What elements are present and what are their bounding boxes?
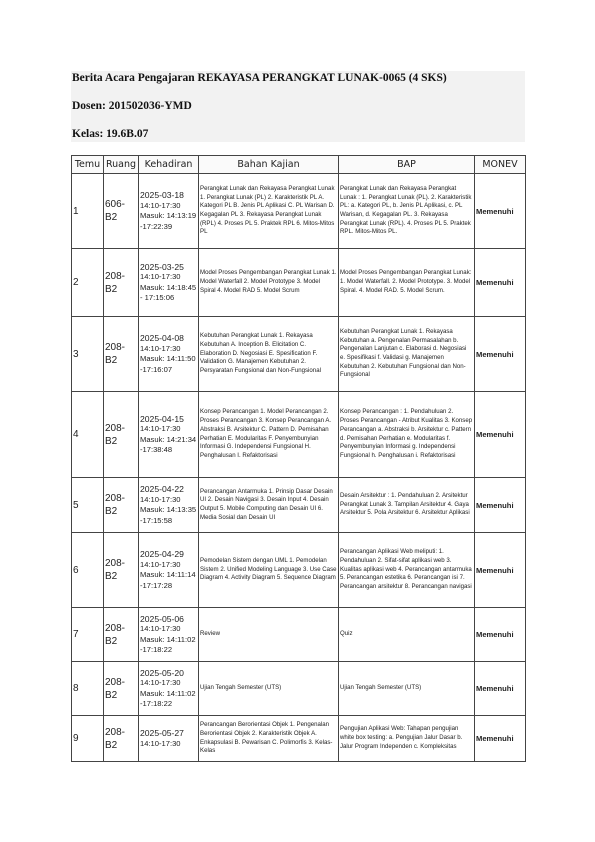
schedule-time: 14:10-17:30	[140, 272, 181, 281]
attendance-date: 2025-05-27	[140, 728, 184, 738]
bap-text: Perancangan Aplikasi Web meliputi: 1. Pendahuluan 2. Sifat-sifat aplikasi web 3. Kualitas aplikasi web 4. Perancangan antarmuka 5. Perancangan estetika 6. Perancangan isi 7. Perancangan arsitektur 8. Perancangan navigasi	[340, 548, 472, 591]
cell-bap	[339, 317, 475, 392]
check-in-time: Masuk: 14:13:19	[140, 211, 197, 220]
schedule-time: 14:10-17:30	[140, 678, 181, 687]
bahan-kajian-text: Perancangan Antarmuka 1. Prinsip Dasar Desain UI 2. Desain Navigasi 3. Desain Input 4. Desain Output 5. Mobile Computing dan Desain UI 6. Media Sosial dan Desain UI	[200, 487, 333, 521]
attendance-date: 2025-04-15	[140, 413, 184, 424]
cell-ruang: 208-B2	[104, 317, 139, 392]
table-row	[72, 174, 526, 249]
cell-bap	[339, 533, 475, 608]
schedule-time: 14:10-17:30	[140, 494, 181, 504]
attendance-date: 2025-03-18	[140, 190, 184, 200]
check-in-time: Masuk: 14:11:02	[140, 688, 196, 698]
bahan-kajian-text: Model Proses Pengembangan Perangkat Lunak 1. Model Waterfall 2. Model Prototype 3. Model Spiral 4. Model RAD 5. Model Scrum	[200, 269, 337, 294]
check-in-time: Masuk: 14:13:35	[140, 505, 197, 514]
cell-monev: Memenuhi	[475, 608, 526, 662]
cell-temu: 9	[72, 716, 104, 762]
cell-kehadiran	[139, 249, 199, 317]
cell-bahan-kajian	[199, 392, 339, 478]
check-out-time: -17:17:28	[140, 580, 173, 590]
cell-kehadiran	[139, 716, 199, 762]
cell-bahan-kajian	[199, 478, 339, 533]
table-row	[72, 478, 526, 533]
bahan-kajian-text: Ujian Tengah Semester (UTS)	[200, 684, 282, 692]
table-row	[72, 662, 526, 716]
cell-monev: Memenuhi	[475, 716, 526, 762]
schedule-time: 14:10-17:30	[140, 738, 181, 748]
column-header-monev: MONEV	[475, 156, 526, 174]
cell-monev: Memenuhi	[475, 478, 526, 533]
table-row	[72, 716, 526, 762]
cell-kehadiran	[139, 608, 199, 662]
cell-kehadiran	[139, 317, 199, 392]
lecturer-line: Dosen: 201502036-YMD	[72, 100, 192, 112]
cell-bap	[339, 608, 475, 662]
cell-bahan-kajian	[199, 174, 339, 249]
bap-text: Quiz	[340, 630, 353, 638]
cell-bahan-kajian	[199, 533, 339, 608]
bahan-kajian-text: Konsep Perancangan 1. Model Perancangan 2. Proses Perancangan 3. Konsep Perancangan A. Abstraksi B. Arsitektur C. Pattern D. Pemisahan Perhatian E. Modularitas F. Penyembunyian Informasi G. Independensi Fungsional H. Penghalusan I. Refaktorisasi	[200, 408, 332, 459]
check-out-time: - 17:15:06	[140, 293, 175, 302]
cell-temu: 8	[72, 662, 104, 716]
table-body	[72, 174, 526, 762]
cell-temu: 6	[72, 533, 104, 608]
check-in-time: Masuk: 14:11:14	[140, 570, 196, 579]
attendance-date: 2025-05-06	[140, 613, 184, 624]
cell-monev: Memenuhi	[475, 174, 526, 249]
cell-temu: 3	[72, 317, 104, 392]
cell-ruang: 208-B2	[104, 662, 139, 716]
cell-temu: 2	[72, 249, 104, 317]
attendance-date: 2025-04-29	[140, 549, 184, 559]
table-header-row	[72, 156, 526, 174]
bahan-kajian-text: Kebutuhan Perangkat Lunak 1. Rekayasa Kebutuhan A. Inception B. Elicitation C. Elaboration D. Negosiasi E. Spesification F. Validation G. Manajemen Kebutuhan 2. Persyaratan Fungsional dan Non-Fungsional	[200, 332, 321, 375]
cell-temu: 1	[72, 174, 104, 249]
bahan-kajian-text: Perangkat Lunak dan Rekayasa Perangkat Lunak 1. Perangkat Lunak (PL) 2. Karakteristik PL A. Kategori PL B. Jenis PL Aplikasi C. PL Warisan D. Kegagalan PL 3. Rekayasa Perangkat Lunak (RPL) 4. Proses PL 5. Praktek RPL 6. Mitos-Mitos PL	[200, 184, 335, 236]
cell-ruang: 208-B2	[104, 392, 139, 478]
cell-monev: Memenuhi	[475, 392, 526, 478]
attendance-date: 2025-04-08	[140, 333, 184, 343]
bap-text: Kebutuhan Perangkat Lunak 1. Rekayasa Kebutuhan a. Pengenalan Permasalahan b. Pengenalan Lanjutan c. Elaborasi d. Negosiasi e. Spesifikasi f. Validasi g. Manajemen Kebutuhan 2. Kebutuhan Fungsional dan Non-Fungsional	[340, 327, 467, 379]
check-out-time: -17:22:39	[140, 221, 173, 231]
cell-bahan-kajian	[199, 662, 339, 716]
attendance-date: 2025-05-20	[140, 667, 184, 678]
cell-bahan-kajian	[199, 608, 339, 662]
cell-temu: 5	[72, 478, 104, 533]
cell-ruang: 208-B2	[104, 478, 139, 533]
column-header-bahan-kajian: Bahan Kajian	[199, 156, 339, 174]
cell-monev: Memenuhi	[475, 249, 526, 317]
document-title: Berita Acara Pengajaran REKAYASA PERANGKAT LUNAK-0065 (4 SKS)	[72, 72, 447, 84]
cell-ruang: 208-B2	[104, 608, 139, 662]
cell-kehadiran	[139, 174, 199, 249]
cell-bap	[339, 174, 475, 249]
cell-temu: 7	[72, 608, 104, 662]
bap-text: Ujian Tengah Semester (UTS)	[340, 684, 422, 692]
column-header-ruang: Ruang	[104, 156, 139, 174]
class-line: Kelas: 19.6B.07	[72, 128, 149, 140]
column-header-kehadiran: Kehadiran	[139, 156, 199, 174]
schedule-time: 14:10-17:30	[140, 624, 181, 633]
bahan-kajian-text: Pemodelan Sistem dengan UML 1. Pemodelan Sistem 2. Unified Modeling Language 3. Use Case Diagram 4. Activity Diagram 5. Sequence Diagram	[200, 556, 337, 582]
cell-monev: Memenuhi	[475, 662, 526, 716]
column-header-temu: Temu	[72, 156, 104, 174]
cell-bap	[339, 249, 475, 317]
check-out-time: -17:16:07	[140, 364, 173, 374]
cell-bap	[339, 392, 475, 478]
cell-kehadiran	[139, 392, 199, 478]
check-in-time: Masuk: 14:18:45	[140, 282, 197, 292]
table-row	[72, 608, 526, 662]
schedule-time: 14:10-17:30	[140, 559, 181, 569]
cell-ruang: 208-B2	[104, 716, 139, 762]
check-out-time: -17:15:58	[140, 515, 173, 525]
bap-text: Konsep Perancangan : 1. Pendahuluan 2. Proses Perancangan - Atribut Kualitas 3. Konsep Perancangan a. Abstraksi b. Arsitektur c. Pattern d. Pemisahan Perhatian e. Modularitas f. Penyembunyian Informasi g. Independensi Fungsional h. Penghalusan i. Refaktorisasi	[340, 408, 473, 459]
bahan-kajian-text: Perancangan Berorientasi Objek 1. Pengenalan Berorientasi Objek 2. Karakteristik Objek A. Enkapsulasi B. Pewarisan C. Polimorfis 3. Kelas-Kelas	[200, 721, 333, 755]
table-row	[72, 249, 526, 317]
attendance-date: 2025-03-25	[140, 261, 184, 272]
bahan-kajian-text: Review	[200, 630, 220, 638]
bap-text: Model Proses Pengembangan Perangkat Lunak: 1. Model Waterfall. 2. Model Prototype. 3. Model Spiral. 4. Model RAD. 5. Model Scrum.	[340, 269, 472, 294]
check-in-time: Masuk: 14:11:02	[140, 634, 196, 644]
cell-ruang: 606-B2	[104, 174, 139, 249]
check-out-time: -17:18:22	[140, 645, 173, 654]
table-row	[72, 392, 526, 478]
bap-text: Desain Arsitektur : 1. Pendahuluan 2. Arsitektur Perangkat Lunak 3. Tampilan Arsitektur 4. Gaya Arsitektur 5. Pola Arsitektur 6. Arsitektur Aplikasi	[340, 491, 470, 517]
schedule-time: 14:10-17:30	[140, 424, 181, 433]
cell-kehadiran	[139, 478, 199, 533]
check-out-time: -17:38:48	[140, 445, 173, 454]
table-row	[72, 533, 526, 608]
teaching-record-table	[71, 155, 526, 762]
schedule-time: 14:10-17:30	[140, 200, 181, 210]
cell-bap	[339, 716, 475, 762]
check-in-time: Masuk: 14:11:50	[140, 354, 196, 363]
cell-bap	[339, 662, 475, 716]
attendance-date: 2025-04-22	[140, 484, 184, 494]
bap-text: Pengujian Aplikasi Web: Tahapan pengujian white box testing: a. Pengujian Jalur Dasar b. Jalur Program Independen c. Kompleksitas	[340, 725, 463, 750]
cell-ruang: 208-B2	[104, 533, 139, 608]
column-header-bap: BAP	[339, 156, 475, 174]
cell-monev: Memenuhi	[475, 533, 526, 608]
bap-text: Perangkat Lunak dan Rekayasa Perangkat Lunak : 1. Perangkat Lunak (PL). 2. Karakteristik PL: a. Kategori PL, b. Jenis PL Aplikasi, c. PL Warisan, d. Kegagalan PL. 3. Rekayasa Perangkat Lunak (RPL). 4. Proses PL 5. Praktek RPL. Mitos-Mitos PL.	[340, 184, 472, 236]
table-row	[72, 317, 526, 392]
check-in-time: Masuk: 14:21:34	[140, 434, 197, 444]
schedule-time: 14:10-17:30	[140, 343, 181, 353]
cell-kehadiran	[139, 533, 199, 608]
cell-temu: 4	[72, 392, 104, 478]
cell-bap	[339, 478, 475, 533]
cell-kehadiran	[139, 662, 199, 716]
cell-bahan-kajian	[199, 317, 339, 392]
cell-bahan-kajian	[199, 249, 339, 317]
cell-monev: Memenuhi	[475, 317, 526, 392]
check-out-time: -17:18:22	[140, 699, 173, 708]
cell-ruang: 208-B2	[104, 249, 139, 317]
cell-bahan-kajian	[199, 716, 339, 762]
